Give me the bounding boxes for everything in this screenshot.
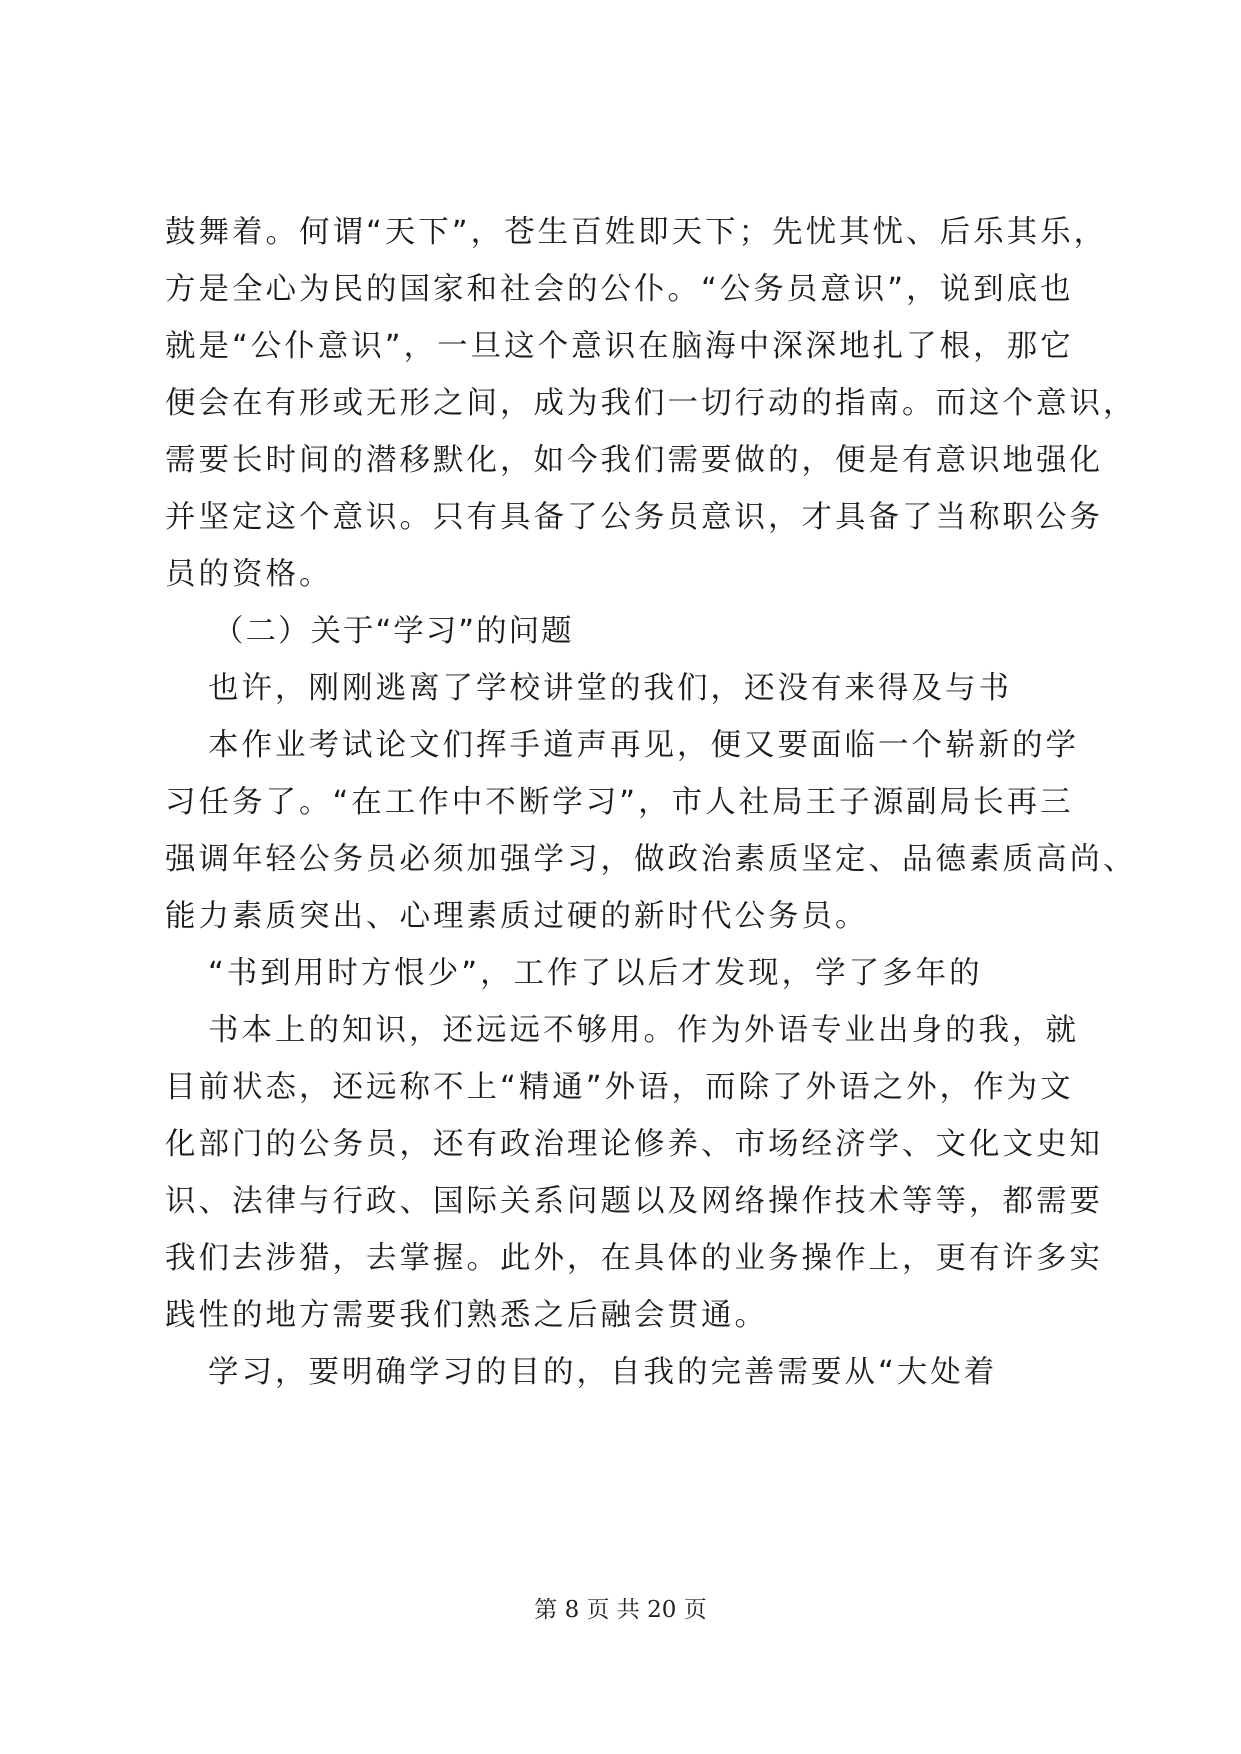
page-number-label: 第 8 页 共 20 页 [534,1597,707,1623]
text-line-6: 并坚定这个意识。只有具备了公务员意识，才具备了当称职公务 [165,500,1103,535]
text-line-7: 员的资格。 [165,557,333,592]
text-line-15: 书本上的知识，还远远不够用。作为外语专业出身的我，就 [208,1013,1079,1048]
text-line-20: 践性的地方需要我们熟悉之后融会贯通。 [165,1298,768,1333]
text-line-4: 便会在有形或无形之间，成为我们一切行动的指南。而这个意识， [165,386,1137,421]
text-line-3: 就是“公仆意识”，一旦这个意识在脑海中深深地扎了根，那它 [165,329,1074,364]
text-line-12: 强调年轻公务员必须加强学习，做政治素质坚定、品德素质高尚、 [165,842,1137,877]
section-heading: （二）关于“学习”的问题 [213,614,574,649]
text-line-10: 本作业考试论文们挥手道声再见，便又要面临一个崭新的学 [208,728,1079,763]
text-line-1: 鼓舞着。何谓“天下”，苍生百姓即天下；先忧其忧、后乐其乐， [165,215,1108,250]
text-line-18: 识、法律与行政、国际关系问题以及网络操作技术等等，都需要 [165,1184,1103,1219]
text-line-17: 化部门的公务员，还有政治理论修养、市场经济学、文化文史知 [165,1127,1103,1162]
text-line-19: 我们去涉猎，去掌握。此外，在具体的业务操作上，更有许多实 [165,1241,1103,1276]
text-line-14: “书到用时方恨少”，工作了以后才发现，学了多年的 [208,956,983,991]
text-line-16: 目前状态，还远称不上“精通”外语，而除了外语之外，作为文 [165,1070,1074,1105]
text-line-2: 方是全心为民的国家和社会的公仆。“公务员意识”，说到底也 [165,272,1074,307]
text-line-11: 习任务了。“在工作中不断学习”，市人社局王子源副局长再三 [165,785,1074,820]
text-line-21: 学习，要明确学习的目的，自我的完善需要从“大处着 [208,1355,998,1390]
text-line-13: 能力素质突出、心理素质过硬的新时代公务员。 [165,899,869,934]
page-footer [0,1595,1241,1625]
text-line-5: 需要长时间的潜移默化，如今我们需要做的，便是有意识地强化 [165,443,1103,478]
text-line-9: 也许，刚刚逃离了学校讲堂的我们，还没有来得及与书 [208,671,1012,706]
